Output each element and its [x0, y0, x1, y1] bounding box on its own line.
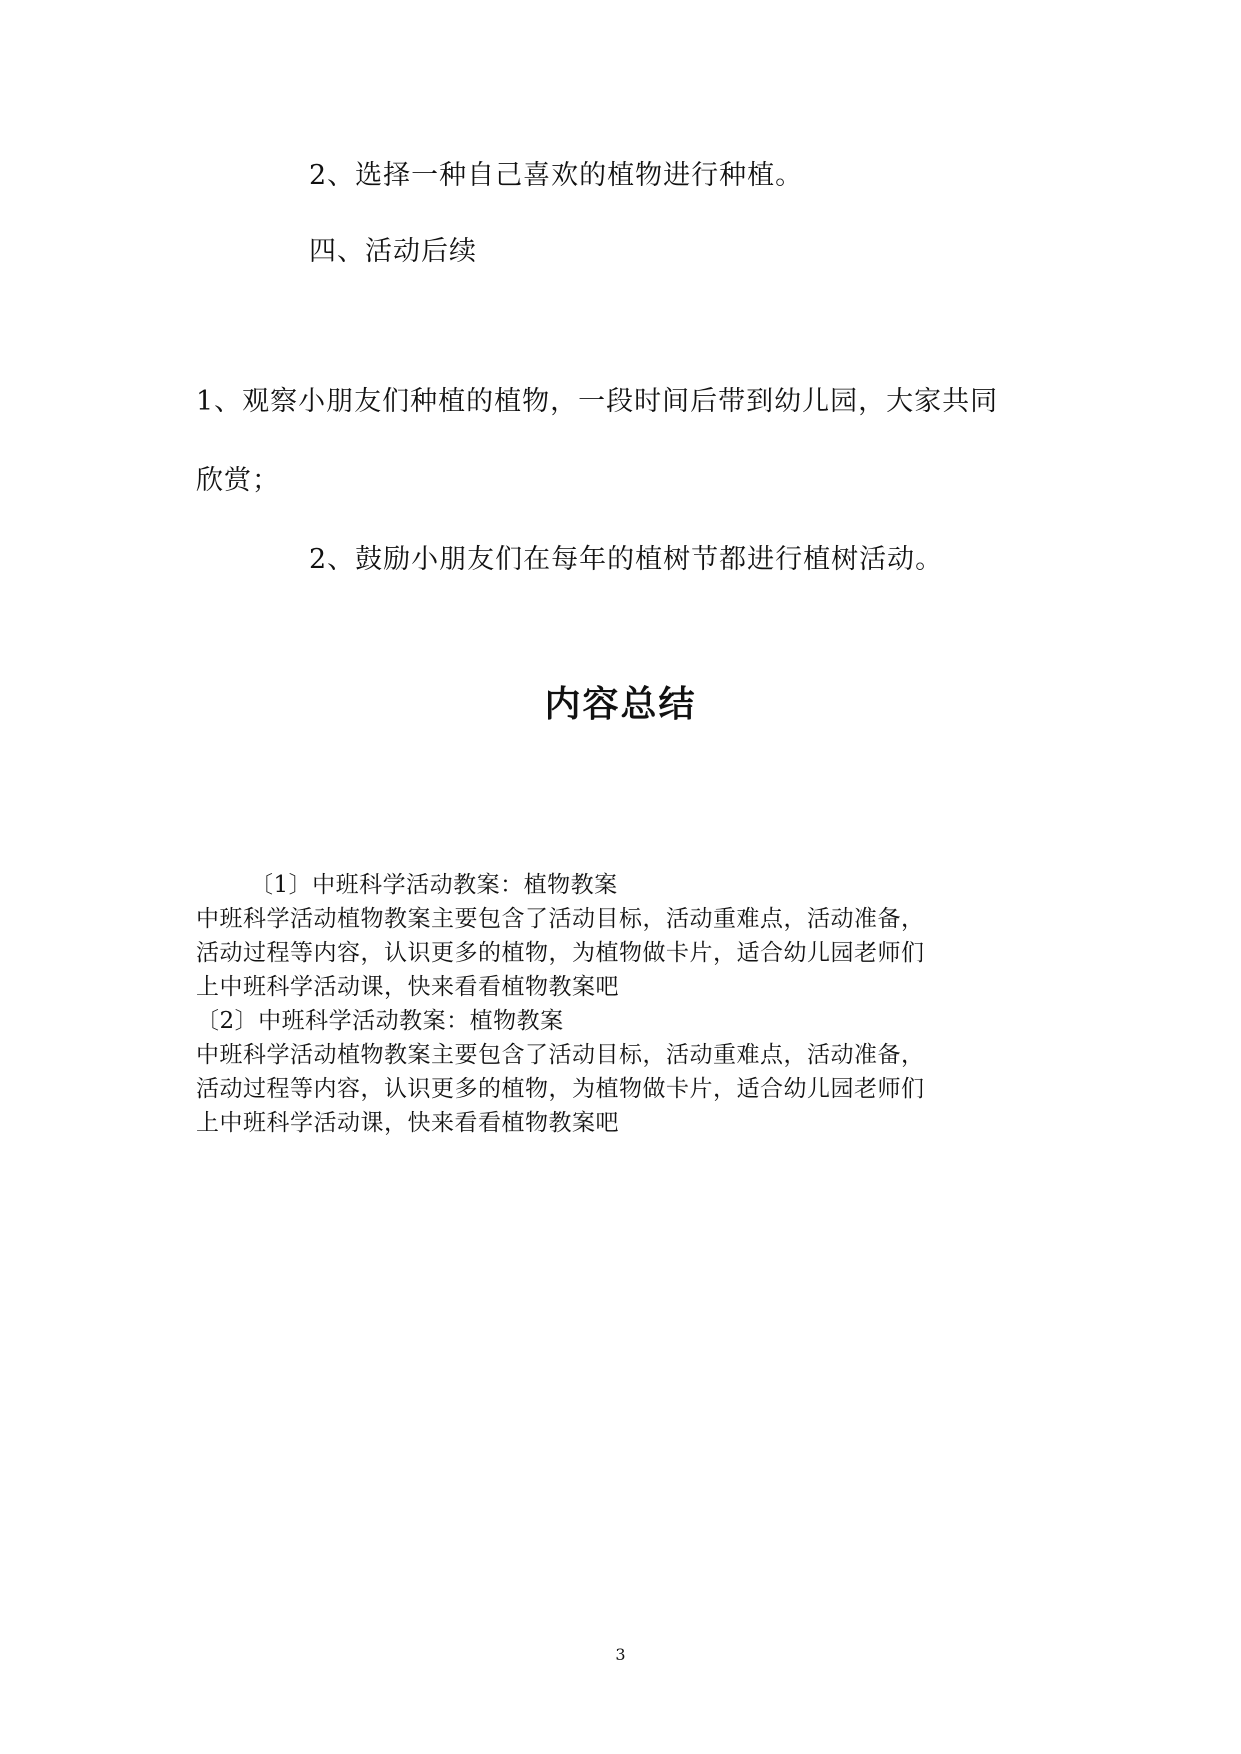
summary-item-2-heading: 〔2〕中班科学活动教案：植物教案: [196, 1008, 564, 1034]
followup-1-text: 1、观察小朋友们种植的植物，一段时间后带到幼儿园，大家共同: [196, 386, 999, 417]
summary-item-2-line: 活动过程等内容，认识更多的植物，为植物做卡片，适合幼儿园老师们: [196, 1076, 925, 1102]
summary-item-1-line: 活动过程等内容，认识更多的植物，为植物做卡片，适合幼儿园老师们: [196, 940, 925, 966]
summary-title: 内容总结: [544, 684, 697, 725]
section-4-heading: 四、活动后续: [309, 236, 477, 267]
followup-2-text: 2、鼓励小朋友们在每年的植树节都进行植树活动。: [309, 544, 944, 575]
step-2-text: 2、选择一种自己喜欢的植物进行种植。: [309, 160, 804, 191]
summary-item-2-line: 中班科学活动植物教案主要包含了活动目标，活动重难点，活动准备，: [196, 1042, 925, 1068]
summary-item-1-heading: 〔1〕中班科学活动教案：植物教案: [250, 872, 618, 898]
summary-item-1-line: 上中班科学活动课，快来看看植物教案吧: [196, 974, 619, 1000]
followup-1-text-continued: 欣赏；: [196, 465, 280, 496]
summary-item-2-line: 上中班科学活动课，快来看看植物教案吧: [196, 1110, 619, 1136]
summary-item-1-line: 中班科学活动植物教案主要包含了活动目标，活动重难点，活动准备，: [196, 906, 925, 932]
page-number: 3: [615, 1645, 626, 1664]
